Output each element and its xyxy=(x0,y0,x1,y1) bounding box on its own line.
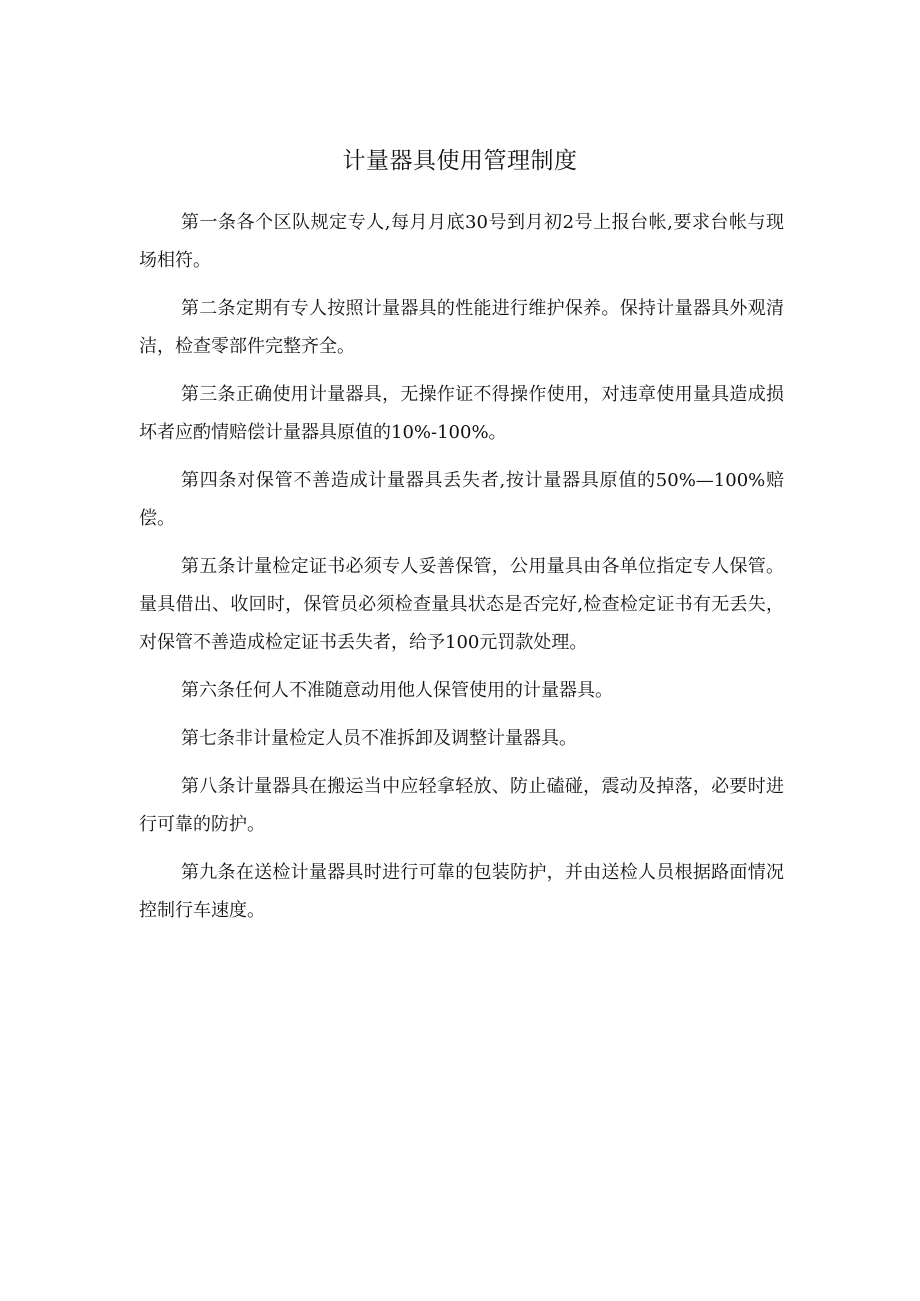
article-8: 第八条计量器具在搬运当中应轻拿轻放、防止磕碰，震动及掉落，必要时进行可靠的防护。 xyxy=(139,776,784,835)
document-title: 计量器具使用管理制度 xyxy=(342,148,578,174)
article-2: 第二条定期有专人按照计量器具的性能进行维护保养。保持计量器具外观清洁，检查零部件完整齐全。 xyxy=(139,298,784,357)
article-4: 第四条对保管不善造成计量器具丢失者,按计量器具原值的50%—100%赔偿。 xyxy=(139,470,784,529)
article-3: 第三条正确使用计量器具，无操作证不得操作使用，对违章使用量具造成损坏者应酌情赔偿计量器具原值的10%-100%。 xyxy=(139,384,784,443)
article-6: 第六条任何人不准随意动用他人保管使用的计量器具。 xyxy=(181,680,613,701)
document-body xyxy=(139,204,784,940)
article-9: 第九条在送检计量器具时进行可靠的包装防护，并由送检人员根据路面情况控制行车速度。 xyxy=(139,862,784,921)
article-7: 第七条非计量检定人员不准拆卸及调整计量器具。 xyxy=(181,728,577,749)
article-5: 第五条计量检定证书必须专人妥善保管，公用量具由各单位指定专人保管。量具借出、收回时，保管员必须检查量具状态是否完好,检查检定证书有无丢失，对保管不善造成检定证书丢失者，给予100元罚款处理。 xyxy=(139,556,784,653)
article-1: 第一条各个区队规定专人,每月月底30号到月初2号上报台帐,要求台帐与现场相符。 xyxy=(139,212,784,271)
